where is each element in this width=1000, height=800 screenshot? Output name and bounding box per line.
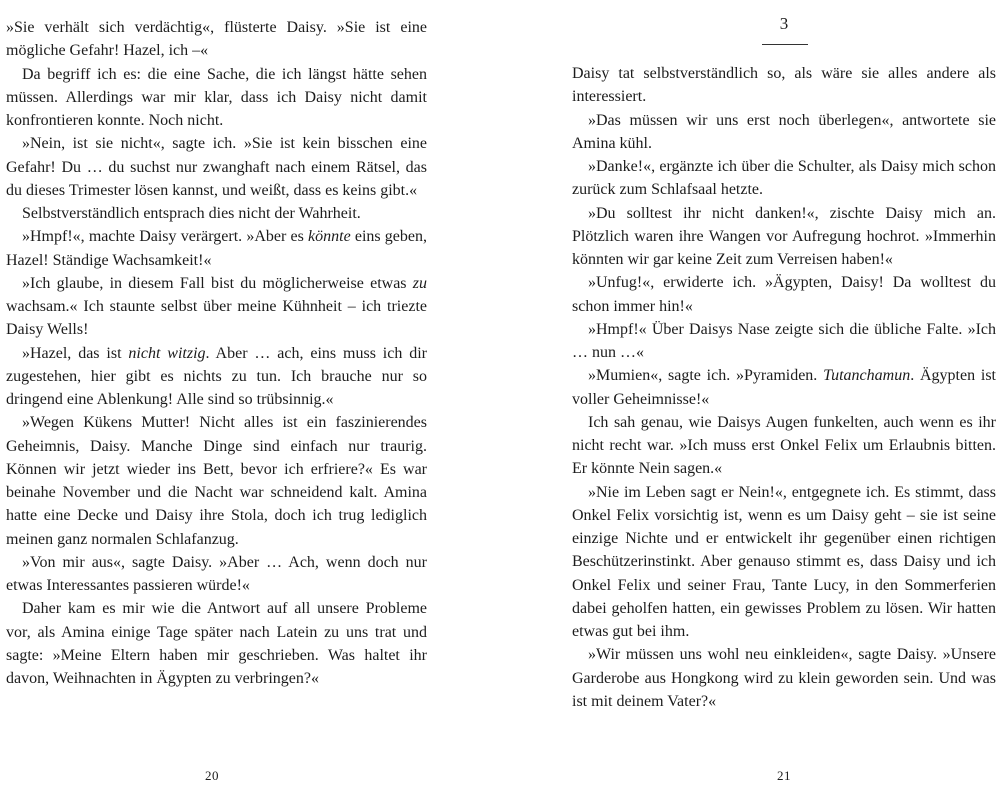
paragraph: »Du solltest ihr nicht danken!«, zischte Daisy mich an. Plötzlich waren ihre Wangen vor Aufregung hochrot. »Immerhin könnten wir gar keine Zeit zum Verreisen haben!« [572, 204, 996, 268]
paragraph: »Sie verhält sich verdächtig«, flüsterte Daisy. »Sie ist eine mögliche Gefahr! Hazel, ich –« [6, 19, 427, 60]
left-page-text [6, 16, 427, 690]
right-page-number: 21 [777, 768, 791, 783]
right-page [500, 0, 1000, 800]
paragraph: Selbstverständlich entsprach dies nicht der Wahrheit. [22, 205, 361, 222]
paragraph: »Wir müssen uns wohl neu einkleiden«, sagte Daisy. »Unsere Garderobe aus Hongkong wird zu klein geworden sein. Und was ist mit deinem Vater?« [572, 646, 996, 710]
paragraph: »Hmpf!« Über Daisys Nase zeigte sich die übliche Falte. »Ich … nun …« [572, 320, 996, 361]
right-page-text [572, 62, 996, 713]
paragraph: »Nie im Leben sagt er Nein!«, entgegnete ich. Es stimmt, dass Onkel Felix vorsichtig ist, wenn es um Daisy geht – sie ist seine einzige Nichte und er entwickelt ihr gegenüber einen richtigen Beschützerinstinkt. Aber genauso stimmt es, dass Daisy und ich Onkel Felix und seiner Frau, Tante Lucy, in den Sommerferien dabei geholfen hatten, ein gewisses Problem zu lösen. Wir hatten etwas gut bei ihm. [572, 483, 996, 640]
paragraph: Ich sah genau, wie Daisys Augen funkelten, auch wenn es ihr nicht recht war. »Ich muss erst Onkel Felix um Erlaubnis bitten. Er könnte Nein sagen.« [572, 413, 996, 478]
left-page-number: 20 [205, 768, 219, 783]
paragraph: »Hmpf!«, machte Daisy verärgert. »Aber es könnte eins geben, Hazel! Ständige Wachsamkeit!« [6, 228, 428, 269]
paragraph: »Nein, ist sie nicht«, sagte ich. »Sie ist kein bisschen eine Gefahr! Du … du suchst nur zwanghaft nach einem Rätsel, das du dieses Trimester lösen kannst, und weißt, dass es keins gibt.« [6, 135, 427, 199]
paragraph: »Ich glaube, in diesem Fall bist du möglicherweise etwas zu wachsam.« Ich staunte selbst über meine Kühnheit – ich triezte Daisy Wells! [6, 274, 427, 339]
paragraph: »Hazel, das ist nicht witzig. Aber … ach, eins muss ich dir zugestehen, hier gibt es nichts zu tun. Ich brauche nur so dringend eine Ablenkung! Alle sind so trübsinnig.« [6, 344, 428, 408]
paragraph: »Unfug!«, erwiderte ich. »Ägypten, Daisy! Da wolltest du schon immer hin!« [572, 274, 996, 315]
chapter-rule [762, 44, 808, 45]
paragraph: Daisy tat selbstverständlich so, als wäre sie alles andere als interessiert. [572, 65, 996, 106]
paragraph: »Danke!«, ergänzte ich über die Schulter, als Daisy mich schon zurück zum Schlafsaal hetzte. [572, 158, 996, 199]
paragraph: »Mumien«, sagte ich. »Pyramiden. Tutanchamun. Ägypten ist voller Geheimnisse!« [572, 367, 996, 408]
paragraph: »Wegen Kükens Mutter! Nicht alles ist ein faszinierendes Geheimnis, Daisy. Manche Dinge sind einfach nur traurig. Können wir jetzt wieder ins Bett, bevor ich erfriere?« Es war beinahe November und die Nacht war schneidend kalt. Amina hatte eine Decke und Daisy ihre Stola, doch ich trug lediglich meinen ganz normalen Schlafanzug. [6, 414, 427, 548]
paragraph: »Von mir aus«, sagte Daisy. »Aber … Ach, wenn doch nur etwas Interessantes passieren würde!« [6, 553, 427, 594]
chapter-number: 3 [779, 14, 789, 33]
paragraph: Da begriff ich es: die eine Sache, die ich längst hätte sehen müssen. Allerdings war mir klar, dass ich Daisy nicht damit konfrontieren konnte. Noch nicht. [6, 65, 427, 129]
paragraph: Daher kam es mir wie die Antwort auf all unsere Probleme vor, als Amina einige Tage später nach Latein zu uns trat und sagte: »Meine Eltern haben mir geschrieben. Was haltet ihr davon, Weihnachten in Ägypten zu verbringen?« [6, 600, 427, 687]
paragraph: »Das müssen wir uns erst noch überlegen«, antwortete sie Amina kühl. [572, 111, 996, 152]
